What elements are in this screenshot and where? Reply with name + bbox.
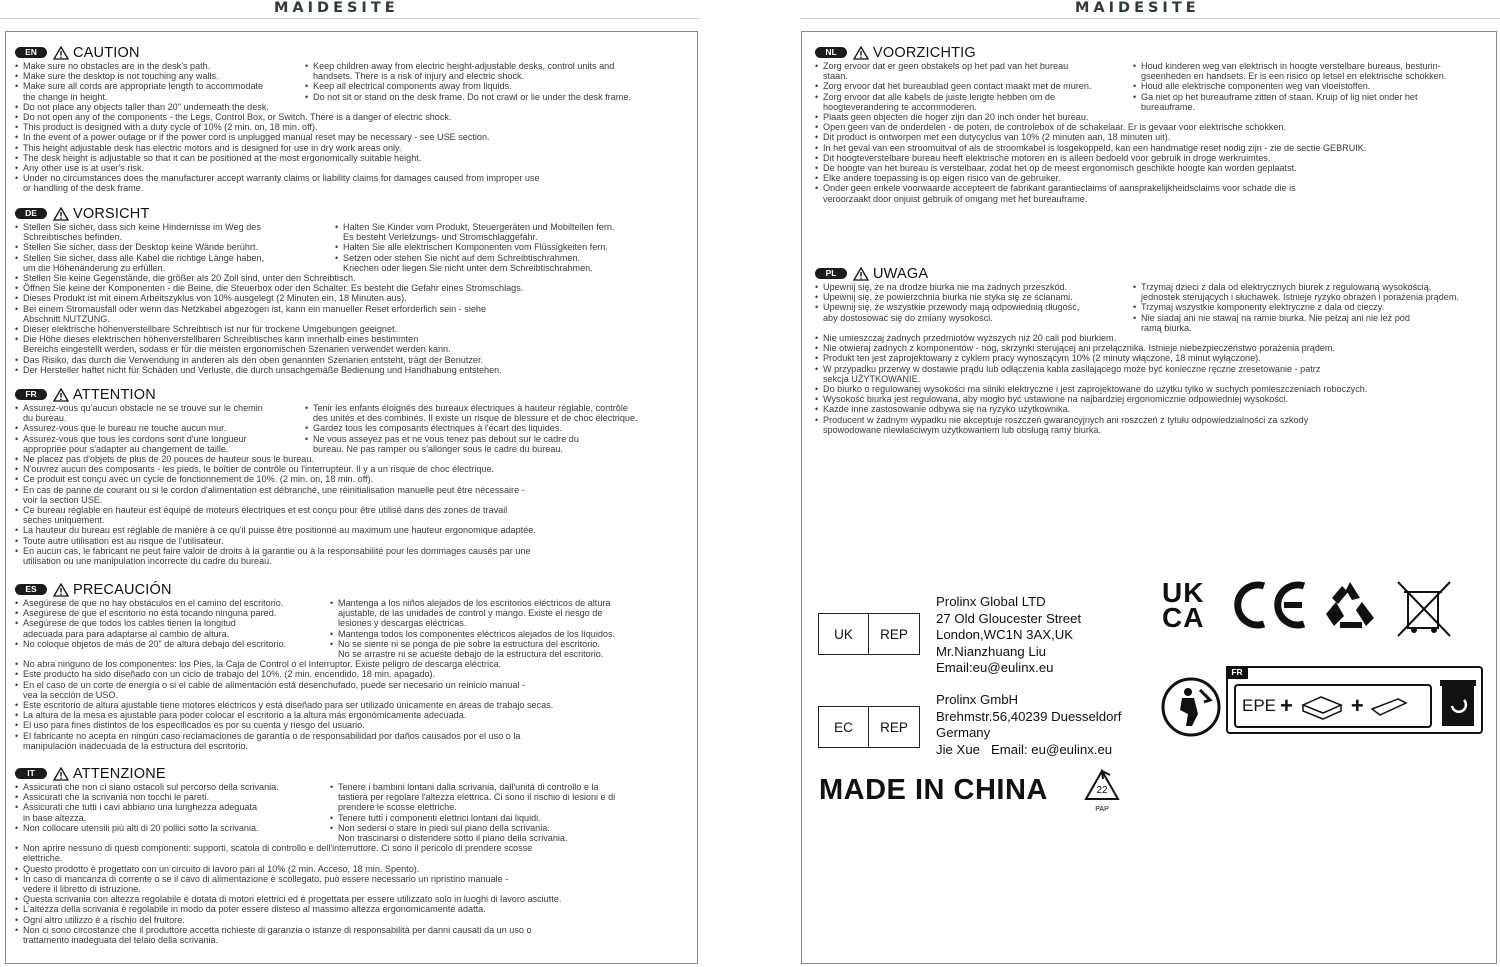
bullet-item: • Dit product is ontworpen met een dutycyclus van 10% (2 minuten aan, 18 minuten uit).: [815, 132, 1495, 142]
bullet-item: • Do not place any objects taller than 20" underneath the desk.: [15, 102, 695, 112]
bullet-item: • Toute autre utilisation est au risque de l'utilisateur.: [15, 536, 695, 546]
section-body: [15, 61, 695, 194]
section-header: [815, 265, 1495, 282]
bullet-item: • Do not open any of the components - the Legs, Control Box, or Switch. There is a danger of electric shock.: [15, 112, 695, 122]
bullet-item: • No coloque objetos de más de 20" de altura debajo del escritorio.: [15, 639, 330, 649]
bullet-item: • Setzen oder stehen Sie nicht auf dem Schreibtischrahmen. Kriechen oder liegen Sie nicht unter dem Schreibtischrahmen.: [335, 253, 685, 273]
warning-triangle-icon: [53, 207, 69, 221]
section-body: [15, 598, 695, 751]
bullet-item: • Nie umieszczaj żadnych przedmiotów wyższych niż 20 cali pod biurkiem.: [815, 333, 1495, 343]
section-body: [15, 782, 695, 945]
bullet-list-full: [15, 273, 695, 375]
section-es: [15, 581, 695, 751]
bullet-item: • Każde inne zastosowanie odbywa się na ryzyko użytkownika.: [815, 404, 1495, 414]
bullet-item: • En cas de panne de courant ou si le cordon d'alimentation est débranché, une réinitialisation manuelle peut être nécessaire - voir la section USE.: [15, 485, 695, 505]
bullet-item: • Este escritorio de altura ajustable tiene motores eléctricos y está diseñado para ser utilizado únicamente en áreas de trabajo secas.: [15, 700, 695, 710]
bullet-column-left: [15, 598, 330, 659]
bullet-item: • Stellen Sie keine Gegenstände, die größer als 20 Zoll sind, unter den Schreibtisch.: [15, 273, 695, 283]
bullet-item: • Do not sit or stand on the desk frame. Do not crawl or lie under the desk frame.: [305, 92, 685, 102]
fr-sort-box: [1234, 684, 1432, 728]
bullet-column-left: [15, 782, 330, 843]
bullet-item: • Questa scrivania con altezza regolabile è dotata di motori elettrici ed è progettata per essere utilizzato solo in luoghi di lavoro asciutte.: [15, 894, 695, 904]
pap-label: PAP: [1095, 806, 1109, 813]
section-en: [15, 44, 695, 194]
bullet-item: • El fabricante no acepta en ningún caso reclamaciones de garantía o de responsabilidad por daños causados por el uso o la manipulación inadecuada de la estructura del escritorio.: [15, 731, 695, 751]
bullet-item: • Tenere tutti i componenti elettrici lontani dai liquidi.: [330, 813, 685, 823]
bullet-item: • Dieser elektrische höhenverstellbare Schreibtisch ist nur für trockene Umgebungen geeignet.: [15, 324, 695, 334]
bullet-item: • Asegúrese de que no hay obstáculos en el camino del escritorio.: [15, 598, 330, 608]
brand-logo-left: MAIDESITE: [274, 0, 399, 16]
bullet-item: • Tenere i bambini lontani dalla scrivania, dall'unità di controllo e la tastiera per regolare l'altezza elettrica. Ci sono il rischio di lesioni e di prendere le scosse elettriche.: [330, 782, 685, 813]
bullet-column-left: [15, 61, 305, 102]
bullet-item: • Ne placez pas d'objets de plus de 20 pouces de hauteur sous le bureau.: [15, 454, 695, 464]
bullet-item: • Assurez-vous qu'aucun obstacle ne se trouve sur le chemin du bureau.: [15, 403, 305, 423]
bullet-item: • Zorg ervoor dat alle kabels de juiste lengte hebben om de hoogteverandering te accommoderen.: [815, 92, 1133, 112]
bullet-item: • In het geval van een stroomuitval of als de stroomkabel is losgekoppeld, kan een handmatige reset nodig zijn - zie de sectie GEBRUIK.: [815, 143, 1495, 153]
bullet-item: • Este producto ha sido diseñado con un ciclo de trabajo del 10%. (2 min. encendido, 18 min. apagado).: [15, 669, 695, 679]
bullet-item: • Tenir les enfants éloignés des bureaux électriques à hauteur réglable, contrôle des unités et des combinés. Il existe un risque de blessure et de choc électrique.: [305, 403, 685, 423]
bullet-item: • Öffnen Sie keine der Komponenten - die Beine, die Steuerbox oder den Schalter. Es besteht die Gefahr eines Stromschlags.: [15, 283, 695, 293]
section-fr: [15, 386, 695, 566]
bullet-item: • La hauteur du bureau est réglable de manière à ce qu'il puisse être positionné au maximum une hauteur ergonomique adaptée.: [15, 525, 695, 535]
pap-recycle-icon: [1082, 767, 1122, 815]
language-code-badge: ES: [15, 584, 47, 595]
uk-rep-box: [818, 613, 920, 655]
section-title: ATTENZIONE: [73, 765, 166, 782]
fr-recycling-banner: [1226, 666, 1483, 734]
recycling-bin-icon: [1438, 676, 1478, 728]
bullet-item: • Trzymaj dzieci z dala od elektrycznych biurek z regulowaną wysokością, jednostek sterujących i słuchawek. Istnieje ryzyko obrażeń i porażenia prądem.: [1133, 282, 1495, 302]
plus-sign: +: [1350, 693, 1364, 718]
section-header: [15, 581, 695, 598]
section-body: [815, 61, 1495, 204]
uk-rep-left: UK: [819, 614, 869, 654]
language-code-badge: DE: [15, 208, 47, 219]
bullet-item: • Make sure the desktop is not touching any walls.: [15, 71, 305, 81]
ukca-top: UK: [1162, 577, 1205, 608]
bullet-item: • De hoogte van het bureau is verstelbaar, zodat het op de meest ergonomisch geschikte hoogte kan worden geplaatst.: [815, 163, 1495, 173]
bullet-item: • Keep all electrical components away from liquids.: [305, 81, 685, 91]
bullet-item: • Producent w żadnym wypadku nie akceptuje roszczeń gwarancyjnych ani roszczeń z tytułu odpowiedzialności za szkody spowodowane niewłaściwym użytkowaniem lub obsługą ramy biurka.: [815, 415, 1495, 435]
fr-badge: FR: [1226, 666, 1248, 679]
bullet-column-right: [330, 598, 685, 659]
triman-icon: [1160, 676, 1222, 738]
recycle-icon: [1322, 578, 1378, 632]
section-body: [815, 282, 1495, 435]
bullet-list-full: [815, 333, 1495, 435]
section-de: [15, 205, 695, 375]
language-code-badge: IT: [15, 768, 47, 779]
bullet-item: • Houd alle elektrische componenten weg van vloeistoffen.: [1133, 81, 1495, 91]
ec-rep-right: REP: [880, 719, 908, 735]
bullet-list-full: [15, 843, 695, 945]
bullet-item: • Mantenga a los niños alejados de los escritorios eléctricos de altura ajustable, de las unidades de control y mango. Existe el riesgo de lesiones y descargas eléctricas.: [330, 598, 685, 629]
bullet-item: • Ce bureau réglable en hauteur est équipé de moteurs électriques et est conçu pour être utilisé dans des zones de travail sèches uniquement.: [15, 505, 695, 525]
bullet-item: • Asegúrese de que el escritorio no está tocando ninguna pared.: [15, 608, 330, 618]
bullet-item: • Non aprire nessuno di questi componenti: supporti, scatola di controllo e dell'interruttore. Ci sono il pericolo di prendere scosse elettriche.: [15, 843, 695, 863]
bullet-column-right: [1133, 61, 1495, 112]
bullet-item: • Bei einem Stromausfall oder wenn das Netzkabel abgezogen ist, kann ein manueller Reset erforderlich sein - siehe Abschnitt NUTZUNG.: [15, 304, 695, 324]
ec-rep-box: [818, 706, 920, 748]
bullet-list-full: [15, 659, 695, 751]
bullet-item: • Ogni altro utilizzo è a rischio del fruitore.: [15, 915, 695, 925]
bullet-column-right: [335, 222, 685, 273]
bullet-item: • Halten Sie alle elektrischen Komponenten vom Flüssigkeiten fern.: [335, 242, 685, 252]
ec-rep-address: Prolinx GmbH Brehmstr.56,40239 Duesseldorf Germany Jie Xue Email: eu@eulinx.eu: [936, 692, 1122, 757]
manual-icon: [1368, 691, 1410, 721]
bullet-item: • Make sure all cords are appropriate length to accommodate the change in height.: [15, 81, 305, 101]
warning-triangle-icon: [53, 583, 69, 597]
epe-label: EPE: [1242, 696, 1277, 715]
bullet-item: • Assicurati che la scrivania non tocchi le pareti.: [15, 792, 330, 802]
section-title: VORSICHT: [73, 205, 150, 222]
bullet-item: • Non sedersi o stare in piedi sul piano della scrivania. Non trascinarsi o distendere sotto il piano della scrivania.: [330, 823, 685, 843]
bullet-item: • Onder geen enkele voorwaarde accepteert de fabrikant garantieclaims of aansprakelijkheidsclaims voor schade die is veroorzaakt door onjuist gebruik of omgang met het bureauframe.: [815, 183, 1495, 203]
bullet-item: • Zorg ervoor dat er geen obstakels op het pad van het bureau staan.: [815, 61, 1133, 81]
bullet-item: • Der Hersteller haftet nicht für Schäden und Verluste, die durch unsachgemäße Bedienung und Handhabung entstehen.: [15, 365, 695, 375]
bullet-item: • N'ouvrez aucun des composants - les pieds, le boîtier de contrôle ou l'interrupteur. Il y a un risque de choc électrique.: [15, 464, 695, 474]
bullet-item: • Assicurati che non ci siano ostacoli sul percorso della scrivania.: [15, 782, 330, 792]
bullet-item: • Make sure no obstacles are in the desk's path.: [15, 61, 305, 71]
bullet-item: • Nie siadaj ani nie stawaj na ramie biurka. Nie pełzaj ani nie leż pod ramą biurka.: [1133, 313, 1495, 333]
language-code-badge: PL: [815, 268, 847, 279]
bullet-item: • Assicurati che tutti i cavi abbiano una lunghezza adeguata in base altezza.: [15, 802, 330, 822]
made-in-china: MADE IN CHINA: [819, 774, 1048, 806]
bullet-item: • This height adjustable desk has electric motors and is designed for use in dry work areas only.: [15, 143, 695, 153]
header-rule-left: [0, 18, 700, 19]
bullet-item: • Non collocare utensili più alti di 20 pollici sotto la scrivania.: [15, 823, 330, 833]
bullet-item: • Questo prodotto è progettato con un circuito di lavoro pari al 10% (2 min. Acceso, 18 min. Spento).: [15, 864, 695, 874]
bullet-item: • Wysokość biurka jest regulowana, aby mogło być ustawione na najbardziej ergonomicznie odpowiedniej wysokości.: [815, 394, 1495, 404]
bullet-item: • En aucun cas, le fabricant ne peut faire valoir de droits à la garantie ou à la responsabilité pour les dommages causés par une utilisation ou une manipulation incorrecte du cadre du bureau.: [15, 546, 695, 566]
section-title: PRECAUCIÓN: [73, 581, 172, 598]
bullet-item: • L'altezza della scrivania è regolabile in modo da poter essere disteso al massimo altezza ergonomicamente adatta.: [15, 904, 695, 914]
bullet-item: • Non ci sono circostanze che il produttore accetta richieste di garanzia o istanze di responsabilità per danni causati da un uso o trattamento inadeguata del telaio della scrivania.: [15, 925, 695, 945]
warning-triangle-icon: [853, 46, 869, 60]
section-title: CAUTION: [73, 44, 140, 61]
bullet-item: • Trzymaj wszystkie komponenty elektryczne z dala od cieczy.: [1133, 302, 1495, 312]
bullet-item: • Die Höhe dieses elektrischen höhenverstellbaren Schreibtisches kann innerhalb eines bestimmten Bereichs eingestellt werden, sodass er für die meisten ergonomischen Szenarien verwendet werden kann.: [15, 334, 695, 354]
ukca-bottom: CA: [1162, 602, 1205, 633]
bullet-item: • Assurez-vous que tous les cordons sont d'une longueur appropriée pour s'adapter au changement de taille.: [15, 434, 305, 454]
bullet-item: • Upewnij się, że powierzchnia biurka nie styka się ze ścianami.: [815, 292, 1133, 302]
ukca-mark: [1162, 577, 1216, 633]
bullet-column-right: [1133, 282, 1495, 333]
bullet-item: • The desk height is adjustable so that it can be positioned at the most ergonomically suitable height.: [15, 153, 695, 163]
bullet-item: • No abra ninguno de los componentes: los Pies, la Caja de Control o el Interruptor. Existe peligro de descarga eléctrica.: [15, 659, 695, 669]
bullet-item: • Assurez-vous que le bureau ne touche aucun mur.: [15, 423, 305, 433]
crossed-bin-icon: [1392, 578, 1456, 640]
ce-mark-icon: [1232, 580, 1310, 630]
bullet-column-left: [15, 222, 335, 273]
warning-triangle-icon: [53, 46, 69, 60]
bullet-item: • Upewnij się, że wszystkie przewody mają odpowiednią długość, aby dostosować się do zmiany wysokości.: [815, 302, 1133, 322]
language-code-badge: NL: [815, 47, 847, 58]
section-header: [815, 44, 1495, 61]
bullet-item: • Das Risiko, das durch die Verwendung in anderen als den oben genannten Szenarien entsteht, trägt der Benutzer.: [15, 355, 695, 365]
bullet-item: • El uso para fines distintos de los especificados es por su cuenta y riesgo del usuario.: [15, 720, 695, 730]
bullet-column-right: [330, 782, 685, 843]
section-header: [15, 205, 695, 222]
bullet-list-full: [15, 102, 695, 194]
bullet-item: • En el caso de un corte de energía o si el cable de alimentación está desenchufado, puede ser necesario un reinicio manual - vea la sección de USO.: [15, 680, 695, 700]
bullet-column-right: [305, 61, 685, 102]
uk-rep-right: REP: [880, 626, 908, 642]
section-it: [15, 765, 695, 945]
section-header: [15, 386, 695, 403]
language-code-badge: EN: [15, 47, 47, 58]
bullet-item: • Plaats geen objecten die hoger zijn dan 20 inch onder het bureau.: [815, 112, 1495, 122]
brand-logo-right: MAIDESITE: [1075, 0, 1200, 16]
warning-triangle-icon: [53, 388, 69, 402]
bullet-column-left: [15, 403, 305, 454]
warning-triangle-icon: [53, 767, 69, 781]
bullet-column-left: [815, 61, 1133, 112]
bullet-item: • Open geen van de onderdelen - de poten, de controlebox of de schakelaar. Er is gevaar voor elektrische schokken.: [815, 122, 1495, 132]
bullet-item: • Dieses Produkt ist mit einem Arbeitszyklus von 10% ausgelegt (2 Minuten ein, 18 Minuten aus).: [15, 293, 695, 303]
section-header: [15, 44, 695, 61]
section-nl: [815, 44, 1495, 204]
bullet-item: • In the event of a power outage or if the power cord is unplugged manual reset may be necessary - see USE section.: [15, 132, 695, 142]
section-body: [15, 403, 695, 566]
section-title: VOORZICHTIG: [873, 44, 976, 61]
bullet-item: • Asegúrese de que todos los cables tienen la longitud adecuada para para adaptarse al cambio de altura.: [15, 618, 330, 638]
bullet-list-full: [815, 112, 1495, 204]
bullet-list-full: [15, 454, 695, 566]
bullet-item: • Produkt ten jest zaprojektowany z cyklem pracy wynoszącym 10% (2 minuty włączone, 18 minut wyłączone).: [815, 353, 1495, 363]
section-title: ATTENTION: [73, 386, 156, 403]
section-body: [15, 222, 695, 375]
bullet-item: • Any other use is at user's risk.: [15, 163, 695, 173]
bullet-item: • W przypadku przerwy w dostawie prądu lub odłączenia kabla zasilającego może być konieczne ręczne zresetowanie - patrz sekcja UŻYTKOWANIE.: [815, 364, 1495, 384]
bullet-item: • Keep children away from electric height-adjustable desks, control units and handsets. There is a risk of injury and electric shock.: [305, 61, 685, 81]
bullet-item: • In caso di mancanza di corrente o se il cavo di alimentazione è scollegato, può essere necessario un ripristino manuale - vedere il libretto di istruzione.: [15, 874, 695, 894]
bullet-column-right: [305, 403, 685, 454]
bullet-item: • Mantenga todos los componentes eléctricos alejados de los líquidos.: [330, 629, 685, 639]
pap-number: 22: [1096, 785, 1108, 796]
bullet-column-left: [815, 282, 1133, 333]
language-code-badge: FR: [15, 389, 47, 400]
bullet-item: • No se siente ni se ponga de pie sobre la estructura del escritorio. No se arrastre ni se acueste debajo de la estructura del escritorio.: [330, 639, 685, 659]
plus-sign: +: [1280, 693, 1293, 718]
header-rule-right: [800, 18, 1500, 19]
bullet-item: • Stellen Sie sicher, dass sich keine Hindernisse im Weg des Schreibtisches befinden.: [15, 222, 335, 242]
bullet-item: • This product is designed with a duty cycle of 10% (2 min. on, 18 min. off).: [15, 122, 695, 132]
bullet-item: • La altura de la mesa es ajustable para poder colocar el escritorio a la altura más ergonómicamente adecuada.: [15, 710, 695, 720]
bullet-item: • Under no circumstances does the manufacturer accept warranty claims or liability claims for damages caused from improper use or handling of the desk frame.: [15, 173, 695, 193]
bullet-item: • Zorg ervoor dat het bureaublad geen contact maakt met de muren.: [815, 81, 1133, 91]
bullet-item: • Halten Sie Kinder vom Produkt, Steuergeräten und Mobilteilen fern. Es besteht Verletzungs- und Stromschlaggefahr.: [335, 222, 685, 242]
bullet-item: • Nie otwieraj żadnych z komponentów - nóg, skrzynki sterującej ani przełącznika. Istnieje niebezpieczeństwo porażenia prądem.: [815, 343, 1495, 353]
bullet-item: • Stellen Sie sicher, dass der Desktop keine Wände berührt.: [15, 242, 335, 252]
bullet-item: • Ga niet op het bureauframe zitten of staan. Kruip of lig niet onder het bureauframe.: [1133, 92, 1495, 112]
bullet-item: • Elke andere toepassing is op eigen risico van de gebruiker.: [815, 173, 1495, 183]
bullet-item: • Stellen Sie sicher, dass alle Kabel die richtige Länge haben, um die Höhenänderung zu erfüllen.: [15, 253, 335, 273]
warning-triangle-icon: [853, 267, 869, 281]
uk-rep-address: Prolinx Global LTD 27 Old Gloucester Street London,WC1N 3AX,UK Mr.Nianzhuang Liu Email:eu@eulinx.eu: [936, 594, 1082, 676]
section-title: UWAGA: [873, 265, 929, 282]
bullet-item: • Ne vous asseyez pas et ne vous tenez pas debout sur le cadre du bureau. Ne pas ramper ou s'allonger sous le cadre du bureau.: [305, 434, 685, 454]
bullet-item: • Upewnij się, że na drodze biurka nie ma żadnych przeszkód.: [815, 282, 1133, 292]
section-header: [15, 765, 695, 782]
bullet-item: • Do biurko o regulowanej wysokości ma silniki elektryczne i jest zaprojektowane do użytku tylko w suchych pomieszczeniach roboczych.: [815, 384, 1495, 394]
box-icon: [1297, 691, 1347, 721]
bullet-item: • Gardez tous les composants électriques à l'écart des liquides.: [305, 423, 685, 433]
bullet-item: • Houd kinderen weg van elektrisch in hoogte verstelbare bureaus, besturin- gseenheden en handsets. Er is een risico op letsel en elektrische schokken.: [1133, 61, 1495, 81]
bullet-item: • Ce produit est conçu avec un cycle de fonctionnement de 10%. (2 min. on, 18 min. off).: [15, 474, 695, 484]
section-pl: [815, 265, 1495, 435]
bullet-item: • Dit hoogteverstelbare bureau heeft elektrische motoren en is alleen bedoeld voor gebruik in droge werkruimtes.: [815, 153, 1495, 163]
ec-rep-left: EC: [819, 707, 869, 747]
